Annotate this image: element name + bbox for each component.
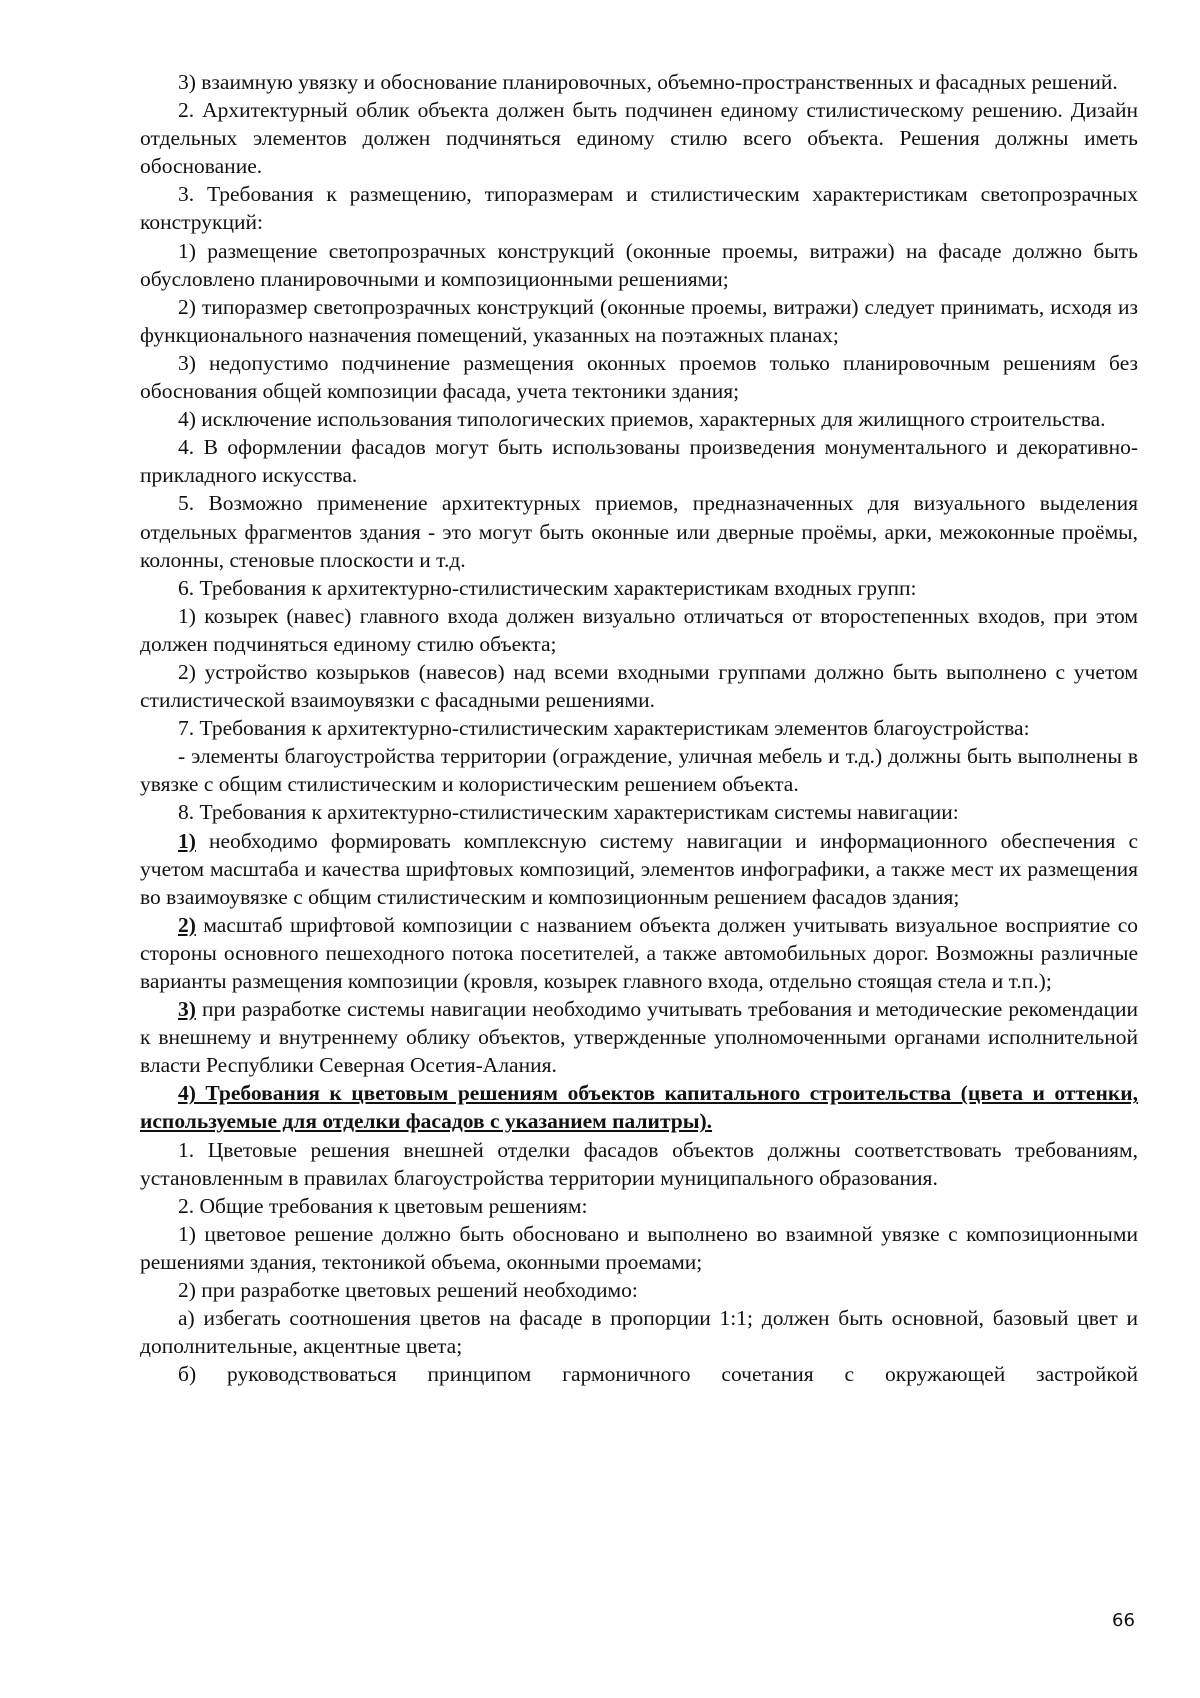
- list-number: 1): [178, 828, 196, 853]
- section-heading: 4) Требования к цветовым решениям объектов капитального строительства (цвета и оттенки, используемые для отделки фасадов с указанием палитры).: [140, 1081, 1138, 1134]
- list-number: 2): [178, 912, 196, 937]
- paragraph: 4. В оформлении фасадов могут быть использованы произведения монументального и декоративно-прикладного искусства.: [140, 435, 1138, 488]
- paragraph: б) руководствоваться принципом гармоничного сочетания с окружающей застройкой: [178, 1362, 1138, 1387]
- paragraph: 1) размещение светопрозрачных конструкций (оконные проемы, витражи) на фасаде должно быть обусловлено планировочными и композиционными решениями;: [140, 238, 1138, 291]
- paragraph: 1. Цветовые решения внешней отделки фасадов объектов должны соответствовать требованиям, установленным в правилах благоустройства территории муниципального образования.: [140, 1137, 1138, 1190]
- paragraph: [140, 911, 1138, 995]
- list-number: 3): [178, 997, 196, 1022]
- paragraph-text: при разработке системы навигации необходимо учитывать требования и методические рекомендации к внешнему и внутреннему облику объектов, утвержденные уполномоченными органами исполнительной власти Республики Северная Осетия-Алания.: [140, 997, 1138, 1078]
- paragraph: а) избегать соотношения цветов на фасаде в пропорции 1:1; должен быть основной, базовый цвет и дополнительные, акцентные цвета;: [140, 1306, 1138, 1359]
- paragraph-text: необходимо формировать комплексную систему навигации и информационного обеспечения с учетом масштаба и качества шрифтовых композиций, элементов инфографики, а также мест их размещения во взаимоувязке с общим стилистическим и композиционным решением фасадов здания;: [140, 828, 1138, 909]
- paragraph: 2) при разработке цветовых решений необходимо:: [178, 1278, 638, 1303]
- paragraph: 2. Общие требования к цветовым решениям:: [178, 1193, 588, 1218]
- paragraph: 8. Требования к архитектурно-стилистическим характеристикам системы навигации:: [178, 800, 959, 825]
- document-page: [140, 68, 1138, 1388]
- paragraph: 4) исключение использования типологических приемов, характерных для жилищного строительства.: [178, 407, 1106, 432]
- paragraph-text: масштаб шрифтовой композиции с названием объекта должен учитывать визуальное восприятие со стороны основного пешеходного потока посетителей, а также автомобильных дорог. Возможны различные варианты размещения композиции (кровля, козырек главного входа, отдельно стоящая стела и т.п.);: [140, 912, 1138, 993]
- paragraph: - элементы благоустройства территории (ограждение, уличная мебель и т.д.) должны быть выполнены в увязке с общим стилистическим и колористическим решением объекта.: [140, 744, 1138, 797]
- paragraph: [140, 995, 1138, 1079]
- paragraph: 1) козырек (навес) главного входа должен визуально отличаться от второстепенных входов, при этом должен подчиняться единому стилю объекта;: [140, 603, 1138, 656]
- paragraph: 5. Возможно применение архитектурных приемов, предназначенных для визуального выделения отдельных фрагментов здания - это могут быть оконные или дверные проёмы, арки, межоконные проёмы, колонны, стеновые плоскости и т.д.: [140, 491, 1138, 572]
- paragraph: 3. Требования к размещению, типоразмерам и стилистическим характеристикам светопрозрачных конструкций:: [140, 182, 1138, 235]
- page-number: 66: [1112, 1610, 1135, 1631]
- paragraph: 3) взаимную увязку и обоснование планировочных, объемно-пространственных и фасадных решений.: [178, 70, 1118, 94]
- paragraph: [140, 827, 1138, 911]
- paragraph: 6. Требования к архитектурно-стилистическим характеристикам входных групп:: [178, 575, 917, 600]
- paragraph: 2) типоразмер светопрозрачных конструкций (оконные проемы, витражи) следует принимать, исходя из функционального назначения помещений, указанных на поэтажных планах;: [140, 294, 1138, 347]
- paragraph: 2) устройство козырьков (навесов) над всеми входными группами должно быть выполнено с учетом стилистической взаимоувязки с фасадными решениями.: [140, 659, 1138, 713]
- paragraph: 1) цветовое решение должно быть обосновано и выполнено во взаимной увязке с композиционными решениями здания, тектоникой объема, оконными проемами;: [140, 1221, 1138, 1274]
- paragraph: 7. Требования к архитектурно-стилистическим характеристикам элементов благоустройства:: [178, 716, 1030, 741]
- paragraph: 3) недопустимо подчинение размещения оконных проемов только планировочным решениям без обоснования общей композиции фасада, учета тектоники здания;: [140, 350, 1138, 404]
- paragraph: 2. Архитектурный облик объекта должен быть подчинен единому стилистическому решению. Дизайн отдельных элементов должен подчиняться единому стилю всего объекта. Решения должны иметь обоснование.: [140, 98, 1138, 179]
